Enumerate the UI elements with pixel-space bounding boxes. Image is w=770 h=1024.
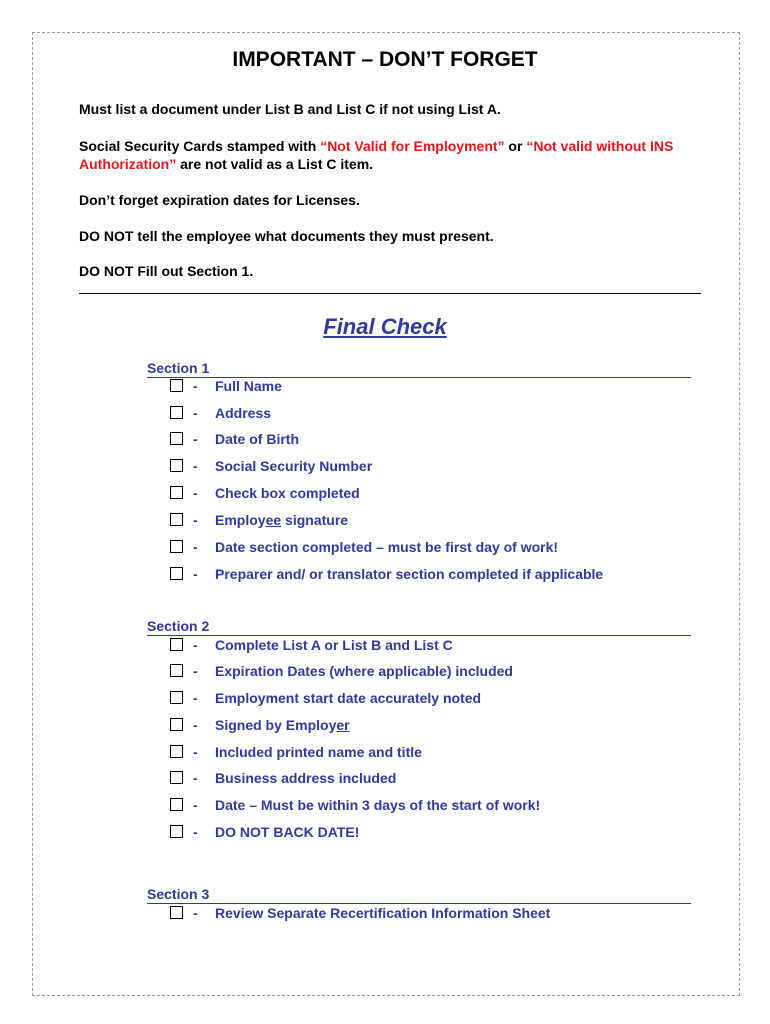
section3-heading: Section 3 bbox=[147, 886, 691, 904]
note-do-not-tell: DO NOT tell the employee what documents they must present. bbox=[79, 228, 494, 244]
checkbox[interactable] bbox=[170, 459, 183, 472]
item-label bbox=[215, 511, 348, 529]
item-label: Date – Must be within 3 days of the start of work! bbox=[215, 797, 541, 813]
bullet-dash: - bbox=[193, 744, 198, 760]
item-label: Business address included bbox=[215, 770, 397, 786]
item-label: Expiration Dates (where applicable) included bbox=[215, 663, 513, 679]
checklist-item bbox=[170, 484, 690, 502]
checklist-item bbox=[170, 823, 690, 841]
checkbox[interactable] bbox=[170, 906, 183, 919]
checklist-item bbox=[170, 743, 690, 761]
item-label: Full Name bbox=[215, 378, 282, 394]
bullet-dash: - bbox=[193, 378, 198, 394]
item-label: Date section completed – must be first day of work! bbox=[215, 539, 559, 555]
item-label-underlined: er bbox=[336, 717, 350, 733]
note-list-b-c: Must list a document under List B and List C if not using List A. bbox=[79, 101, 501, 117]
checklist-item bbox=[170, 662, 690, 680]
bullet-dash: - bbox=[193, 663, 198, 679]
note-ss-text-2: or bbox=[504, 138, 527, 154]
checkbox[interactable] bbox=[170, 798, 183, 811]
bullet-dash: - bbox=[193, 431, 198, 447]
item-label: Social Security Number bbox=[215, 458, 373, 474]
checkbox[interactable] bbox=[170, 638, 183, 651]
note-expiration: Don’t forget expiration dates for Licenses. bbox=[79, 192, 360, 208]
bullet-dash: - bbox=[193, 637, 198, 653]
bullet-dash: - bbox=[193, 824, 198, 840]
checklist-item bbox=[170, 769, 690, 787]
note-social-security bbox=[79, 137, 699, 173]
section2-heading: Section 2 bbox=[147, 618, 691, 636]
checkbox[interactable] bbox=[170, 691, 183, 704]
checkbox[interactable] bbox=[170, 567, 183, 580]
item-label: Preparer and/ or translator section completed if applicable bbox=[215, 566, 604, 582]
note-section1: DO NOT Fill out Section 1. bbox=[79, 263, 254, 279]
item-label-underlined: ee bbox=[265, 512, 282, 528]
page-title: IMPORTANT – DON’T FORGET bbox=[232, 48, 538, 71]
item-label: DO NOT BACK DATE! bbox=[215, 824, 360, 840]
checkbox[interactable] bbox=[170, 513, 183, 526]
item-label-part: Signed by Employ bbox=[215, 717, 337, 733]
bullet-dash: - bbox=[193, 539, 198, 555]
item-label: Check box completed bbox=[215, 485, 360, 501]
checklist-item bbox=[170, 430, 690, 448]
checklist-item bbox=[170, 636, 690, 654]
bullet-dash: - bbox=[193, 485, 198, 501]
bullet-dash: - bbox=[193, 797, 198, 813]
bullet-dash: - bbox=[193, 512, 198, 528]
item-label-part: Employ bbox=[215, 512, 266, 528]
bullet-dash: - bbox=[193, 690, 198, 706]
final-check-heading: Final Check bbox=[323, 314, 447, 339]
item-label-part: signature bbox=[281, 512, 349, 528]
bullet-dash: - bbox=[193, 717, 198, 733]
note-ss-warning-1: “Not Valid for Employment” bbox=[320, 138, 505, 154]
checkbox[interactable] bbox=[170, 432, 183, 445]
bullet-dash: - bbox=[193, 458, 198, 474]
checklist-item bbox=[170, 511, 690, 529]
checklist-item bbox=[170, 565, 690, 583]
checklist-item bbox=[170, 377, 690, 395]
item-label: Address bbox=[215, 405, 272, 421]
item-label: Review Separate Recertification Information Sheet bbox=[215, 905, 551, 921]
checklist-item bbox=[170, 796, 690, 814]
section1-heading: Section 1 bbox=[147, 360, 691, 378]
bullet-dash: - bbox=[193, 905, 198, 921]
checkbox[interactable] bbox=[170, 745, 183, 758]
checkbox[interactable] bbox=[170, 664, 183, 677]
checkbox[interactable] bbox=[170, 540, 183, 553]
item-label: Employment start date accurately noted bbox=[215, 690, 482, 706]
checklist-item bbox=[170, 689, 690, 707]
checkbox[interactable] bbox=[170, 718, 183, 731]
checklist-item bbox=[170, 538, 690, 556]
item-label: Included printed name and title bbox=[215, 744, 422, 760]
checkbox[interactable] bbox=[170, 406, 183, 419]
item-label bbox=[215, 716, 350, 734]
bullet-dash: - bbox=[193, 770, 198, 786]
checkbox[interactable] bbox=[170, 486, 183, 499]
checkbox[interactable] bbox=[170, 379, 183, 392]
checklist-item bbox=[170, 457, 690, 475]
note-ss-warning-2: “Not valid without INS Authorization” bbox=[79, 138, 674, 172]
checklist-item bbox=[170, 716, 690, 734]
divider bbox=[79, 293, 701, 294]
checklist-item bbox=[170, 904, 690, 922]
item-label: Complete List A or List B and List C bbox=[215, 637, 453, 653]
checkbox[interactable] bbox=[170, 771, 183, 784]
bullet-dash: - bbox=[193, 566, 198, 582]
note-ss-text-3: are not valid as a List C item. bbox=[176, 156, 374, 172]
bullet-dash: - bbox=[193, 405, 198, 421]
checklist-item bbox=[170, 404, 690, 422]
item-label: Date of Birth bbox=[215, 431, 299, 447]
note-ss-text-1: Social Security Cards stamped with bbox=[79, 138, 321, 154]
checkbox[interactable] bbox=[170, 825, 183, 838]
